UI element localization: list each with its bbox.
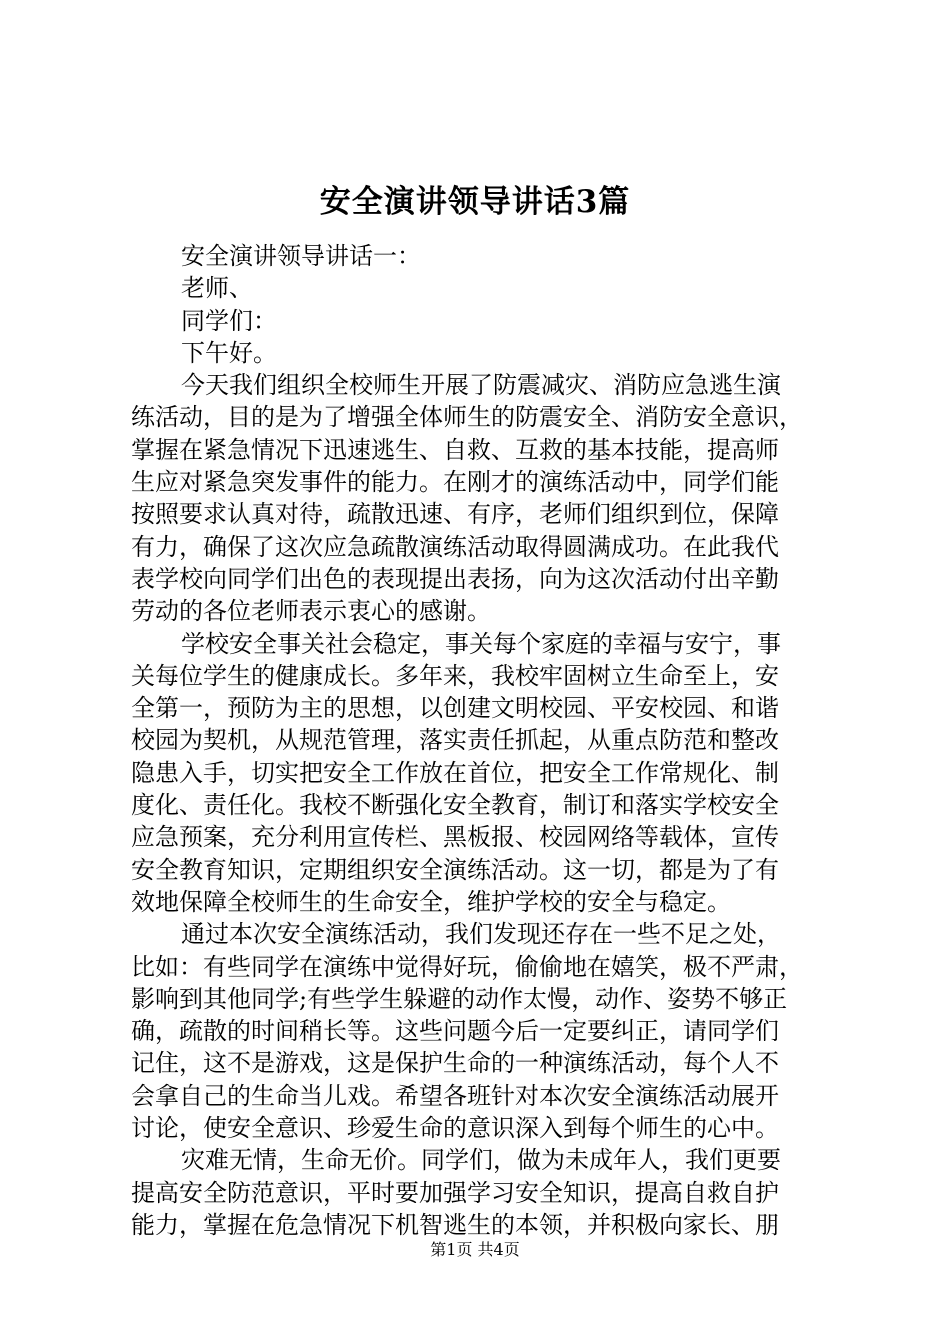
text-line: 度化、责任化。我校不断强化安全教育，制订和落实学校安全 xyxy=(131,791,779,820)
text-line: 提高安全防范意识，平时要加强学习安全知识，提高自救自护 xyxy=(131,1178,779,1207)
text-line: 劳动的各位老师表示衷心的感谢。 xyxy=(131,597,491,626)
text-line: 讨论，使安全意识、珍爱生命的意识深入到每个师生的心中。 xyxy=(131,1114,779,1143)
text-line: 今天我们组织全校师生开展了防震减灾、消防应急逃生演 xyxy=(181,371,781,400)
document-title: 安全演讲领导讲话3篇 xyxy=(319,184,631,220)
text-line: 练活动，目的是为了增强全体师生的防震安全、消防安全意识， xyxy=(131,403,803,432)
page-footer: 第1页 共4页 xyxy=(430,1240,520,1259)
text-line: 会拿自己的生命当儿戏。希望各班针对本次安全演练活动展开 xyxy=(131,1081,779,1110)
text-line: 比如：有些同学在演练中觉得好玩，偷偷地在嬉笑，极不严肃， xyxy=(131,952,803,981)
text-line: 通过本次安全演练活动，我们发现还存在一些不足之处， xyxy=(181,920,781,949)
text-line: 有力，确保了这次应急疏散演练活动取得圆满成功。在此我代 xyxy=(131,532,779,561)
text-line: 安全教育知识，定期组织安全演练活动。这一切，都是为了有 xyxy=(131,855,779,884)
text-line: 灾难无情，生命无价。同学们，做为未成年人，我们更要 xyxy=(181,1146,781,1175)
text-line: 掌握在紧急情况下迅速逃生、自救、互救的基本技能，提高师 xyxy=(131,435,779,464)
text-line: 确，疏散的时间稍长等。这些问题今后一定要纠正，请同学们 xyxy=(131,1017,779,1046)
text-line: 学校安全事关社会稳定，事关每个家庭的幸福与安宁，事 xyxy=(181,629,781,658)
document-body xyxy=(131,240,831,1241)
text-line: 记住，这不是游戏，这是保护生命的一种演练活动，每个人不 xyxy=(131,1049,779,1078)
text-line: 同学们： xyxy=(181,306,277,335)
text-line: 生应对紧急突发事件的能力。在刚才的演练活动中，同学们能 xyxy=(131,468,779,497)
text-line: 应急预案，充分利用宣传栏、黑板报、校园网络等载体，宣传 xyxy=(131,823,779,852)
text-line: 校园为契机，从规范管理，落实责任抓起，从重点防范和整改 xyxy=(131,726,779,755)
text-line: 安全演讲领导讲话一： xyxy=(181,242,421,270)
text-line: 表学校向同学们出色的表现提出表扬，向为这次活动付出辛勤 xyxy=(131,564,779,593)
text-line: 下午好。 xyxy=(181,338,277,367)
text-line: 按照要求认真对待，疏散迅速、有序，老师们组织到位，保障 xyxy=(131,500,779,529)
text-line: 能力，掌握在危急情况下机智逃生的本领，并积极向家长、朋 xyxy=(131,1210,779,1239)
text-line: 效地保障全校师生的生命安全，维护学校的安全与稳定。 xyxy=(131,887,731,916)
text-line: 老师、 xyxy=(181,274,253,303)
text-line: 全第一，预防为主的思想，以创建文明校园、平安校园、和谐 xyxy=(131,694,779,723)
text-line: 隐患入手，切实把安全工作放在首位，把安全工作常规化、制 xyxy=(131,758,779,787)
text-line: 影响到其他同学;有些学生躲避的动作太慢，动作、姿势不够正 xyxy=(131,984,788,1013)
text-line: 关每位学生的健康成长。多年来，我校牢固树立生命至上，安 xyxy=(131,661,779,690)
